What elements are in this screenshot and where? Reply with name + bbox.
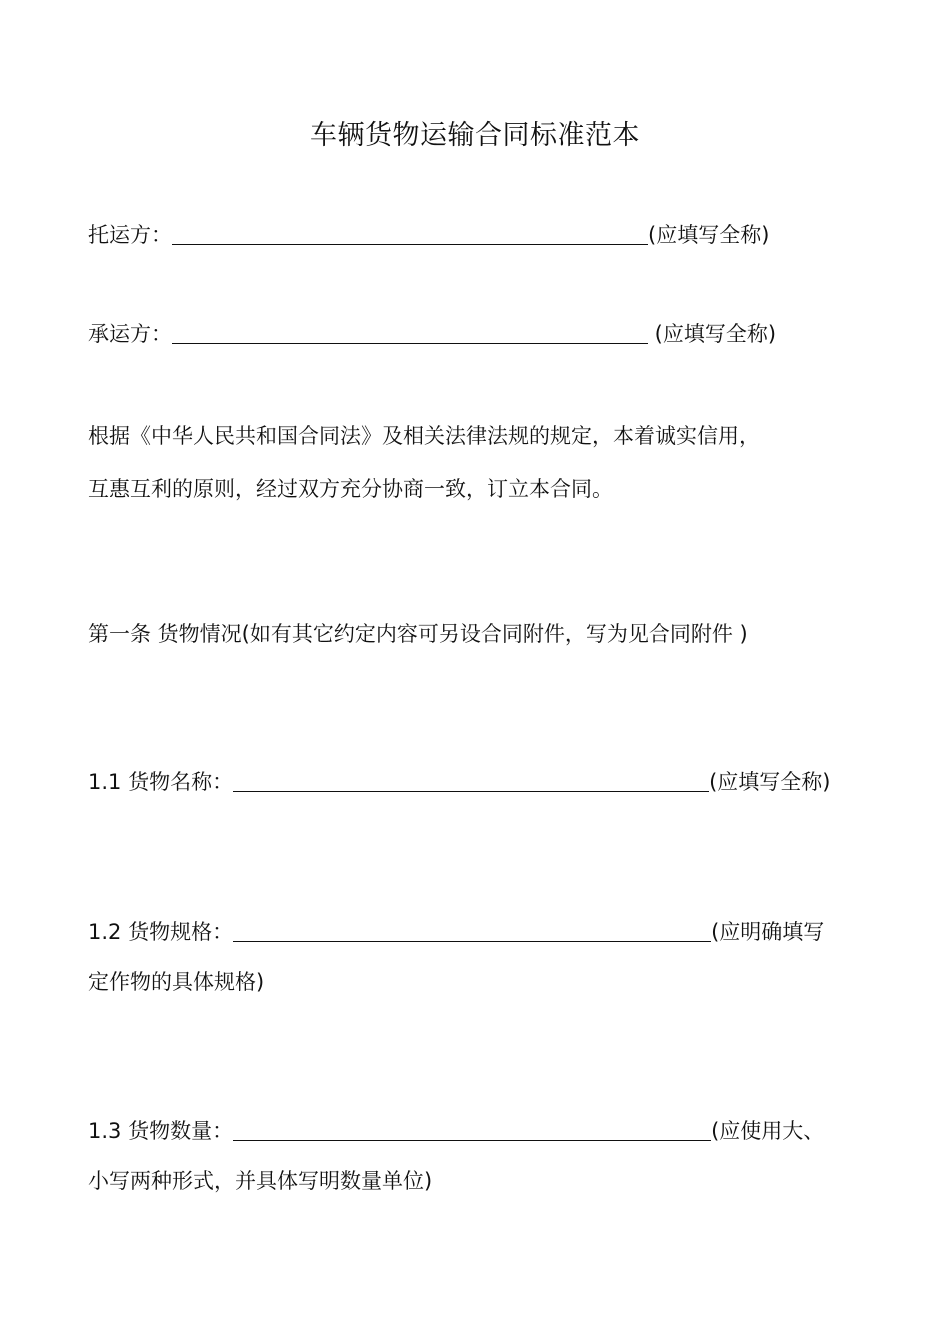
carrier-line	[88, 319, 776, 349]
item-1-1-note: (应填写全称)	[709, 770, 831, 794]
article-1-heading: 第一条 货物情况(如有其它约定内容可另设合同附件，写为见合同附件 )	[88, 622, 748, 646]
consignor-note: (应填写全称)	[648, 223, 770, 247]
preamble-line: 根据《中华人民共和国合同法》及相关法律法规的规定，本着诚实信用，	[88, 424, 760, 448]
item-1-2-block	[88, 917, 868, 997]
consignor-label: 托运方：	[88, 223, 172, 247]
carrier-blank[interactable]	[172, 319, 648, 344]
item-1-1-line	[88, 767, 830, 797]
document-title: 车辆货物运输合同标准范本	[310, 120, 640, 151]
item-1-1-label: 1.1 货物名称：	[88, 770, 234, 794]
item-1-3-continuation: 小写两种形式，并具体写明数量单位)	[88, 1169, 433, 1193]
goods-spec-blank[interactable]	[233, 917, 711, 942]
carrier-label: 承运方：	[88, 322, 172, 346]
goods-name-blank[interactable]	[233, 767, 709, 792]
goods-quantity-blank[interactable]	[233, 1116, 711, 1141]
item-1-2-label: 1.2 货物规格：	[88, 920, 234, 944]
item-1-3-block	[88, 1116, 868, 1196]
item-1-3-label: 1.3 货物数量：	[88, 1119, 234, 1143]
item-1-3-line	[88, 1116, 868, 1146]
item-1-3-note: (应使用大、	[711, 1119, 825, 1143]
item-1-2-line	[88, 917, 868, 947]
item-1-2-note: (应明确填写	[711, 920, 825, 944]
carrier-note: (应填写全称)	[648, 322, 777, 346]
consignor-blank[interactable]	[172, 220, 648, 245]
item-1-2-continuation: 定作物的具体规格)	[88, 970, 265, 994]
preamble-paragraph	[88, 410, 868, 516]
preamble-line: 互惠互利的原则，经过双方充分协商一致，订立本合同。	[88, 477, 613, 501]
consignor-line	[88, 220, 769, 250]
